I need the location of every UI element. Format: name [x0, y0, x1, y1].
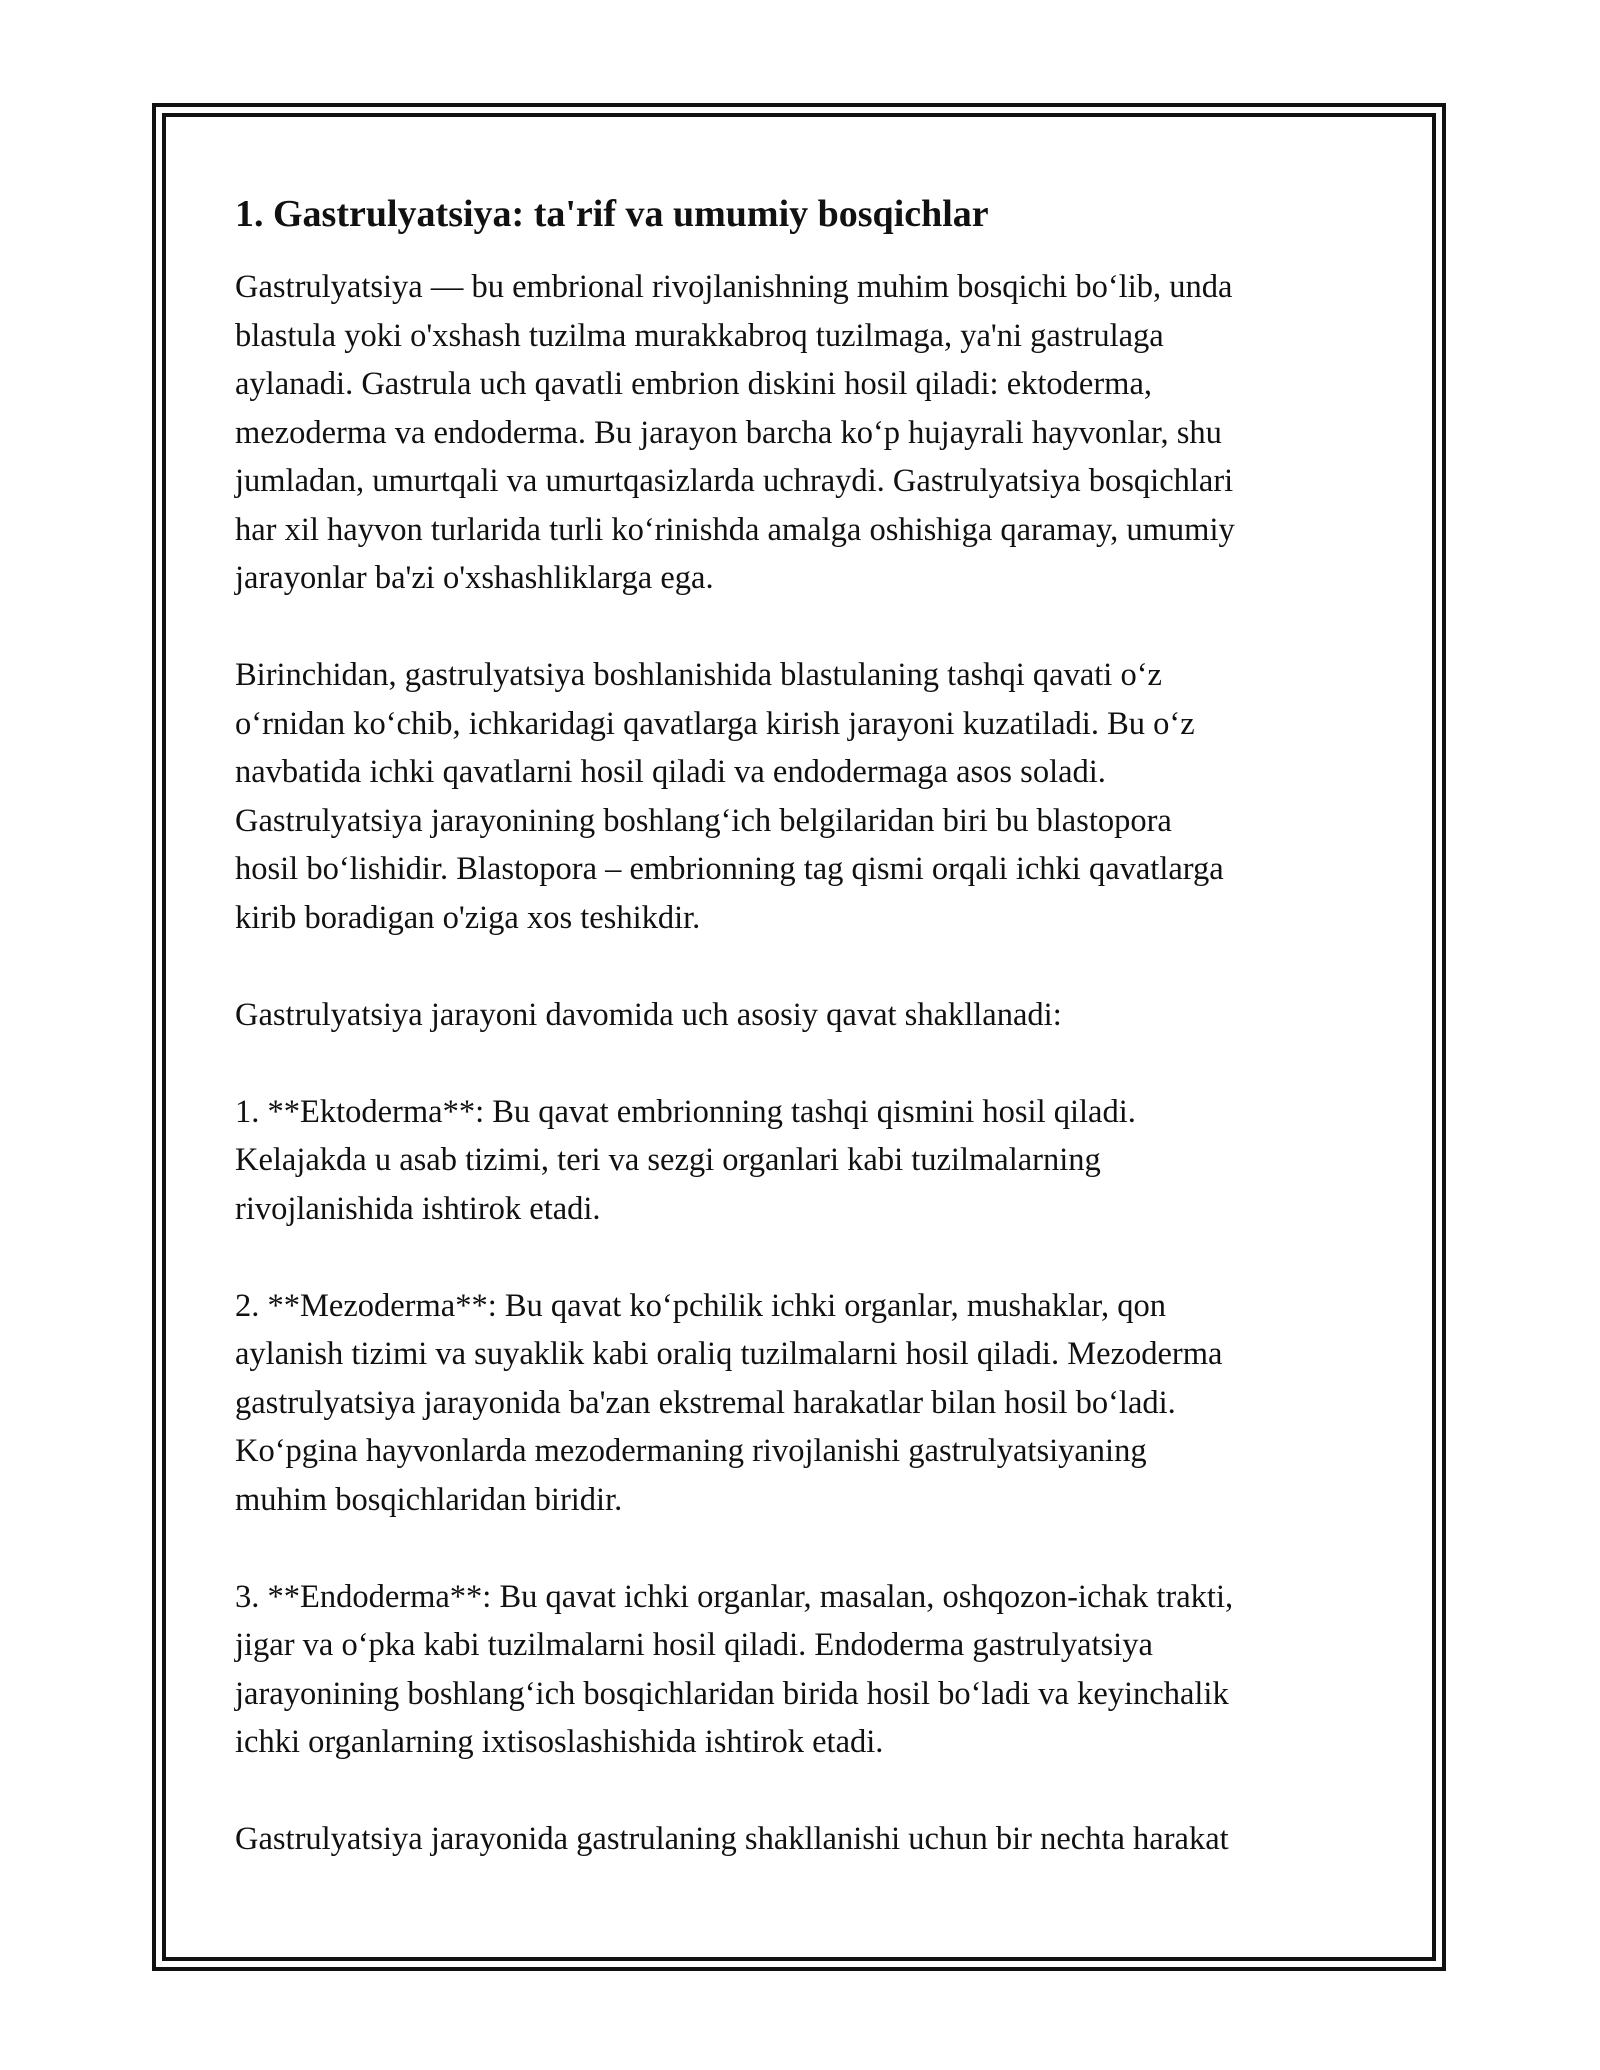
paragraph-gap — [235, 603, 1375, 652]
section-title: 1. Gastrulyatsiya: ta'rif va umumiy bosqichlar — [235, 193, 989, 235]
text-line: Birinchidan, gastrulyatsiya boshlanishida blastulaning tashqi qavati o‘z — [235, 657, 1162, 693]
list-item-ektoderma — [235, 1088, 1375, 1234]
text-line: 1. **Ektoderma**: Bu qavat embrionning tashqi qismini hosil qiladi. — [235, 1093, 1136, 1130]
text-line: Ko‘pgina hayvonlarda mezodermaning rivojlanishi gastrulyatsiyaning — [235, 1433, 1147, 1469]
text-line: mezoderma va endoderma. Bu jarayon barcha ko‘p hujayrali hayvonlar, shu — [235, 414, 1222, 451]
paragraph-three-layers-intro — [235, 991, 1375, 1040]
paragraph-gap — [235, 1767, 1375, 1816]
text-line: gastrulyatsiya jarayonida ba'zan ekstremal harakatlar bilan hosil bo‘ladi. — [235, 1384, 1176, 1421]
text-line: Gastrulyatsiya jarayoni davomida uch asosiy qavat shakllanadi: — [235, 996, 1062, 1033]
text-line: aylanadi. Gastrula uch qavatli embrion diskini hosil qiladi: ektoderma, — [235, 366, 1152, 402]
text-line: aylanish tizimi va suyaklik kabi oraliq tuzilmalarni hosil qiladi. Mezoderma — [235, 1336, 1223, 1372]
text-line: Gastrulyatsiya jarayonida gastrulaning shakllanishi uchun bir nechta harakat — [235, 1821, 1229, 1857]
paragraph-continuation — [235, 1815, 1375, 1864]
paragraph-gap — [235, 1524, 1375, 1573]
paragraph-gap — [235, 942, 1375, 991]
text-line: o‘rnidan ko‘chib, ichkaridagi qavatlarga kirish jarayoni kuzatiladi. Bu o‘z — [235, 705, 1195, 742]
paragraph-gap — [235, 1233, 1375, 1282]
document-body — [235, 185, 1375, 1864]
text-line: hosil bo‘lishidir. Blastopora – embrionning tag qismi orqali ichki qavatlarga — [235, 851, 1224, 887]
text-line: Gastrulyatsiya jarayonining boshlang‘ich belgilaridan biri bu blastopora — [235, 802, 1172, 839]
text-line: blastula yoki o'xshash tuzilma murakkabroq tuzilmaga, ya'ni gastrulaga — [235, 317, 1164, 354]
text-line: 3. **Endoderma**: Bu qavat ichki organlar, masalan, oshqozon-ichak trakti, — [235, 1578, 1234, 1615]
text-line: kirib boradigan o'ziga xos teshikdir. — [235, 899, 701, 936]
list-item-endoderma — [235, 1573, 1375, 1767]
text-line: Kelajakda u asab tizimi, teri va sezgi organlari kabi tuzilmalarning — [235, 1142, 1101, 1178]
text-line: navbatida ichki qavatlarni hosil qiladi va endodermaga asos soladi. — [235, 754, 1106, 790]
text-line: 2. **Mezoderma**: Bu qavat ko‘pchilik ichki organlar, mushaklar, qon — [235, 1287, 1166, 1324]
paragraph-first-stage — [235, 651, 1375, 942]
text-line: jumladan, umurtqali va umurtqasizlarda uchraydi. Gastrulyatsiya bosqichlari — [235, 463, 1234, 499]
text-line: jarayonining boshlang‘ich bosqichlaridan birida hosil bo‘ladi va keyinchalik — [235, 1675, 1229, 1712]
text-line: ichki organlarning ixtisoslashishida ishtirok etadi. — [235, 1724, 884, 1760]
text-line: rivojlanishida ishtirok etadi. — [235, 1190, 601, 1227]
text-line: jarayonlar ba'zi o'xshashliklarga ega. — [235, 560, 714, 596]
paragraph-gap — [235, 1039, 1375, 1088]
paragraph-intro — [235, 263, 1375, 603]
text-line: Gastrulyatsiya — bu embrional rivojlanishning muhim bosqichi bo‘lib, unda — [235, 269, 1233, 305]
text-line: jigar va o‘pka kabi tuzilmalarni hosil qiladi. Endoderma gastrulyatsiya — [235, 1627, 1153, 1663]
text-line: har xil hayvon turlarida turli ko‘rinishda amalga oshishiga qaramay, umumiy — [235, 511, 1235, 548]
text-line: muhim bosqichlaridan biridir. — [235, 1481, 623, 1518]
list-item-mezoderma — [235, 1282, 1375, 1525]
